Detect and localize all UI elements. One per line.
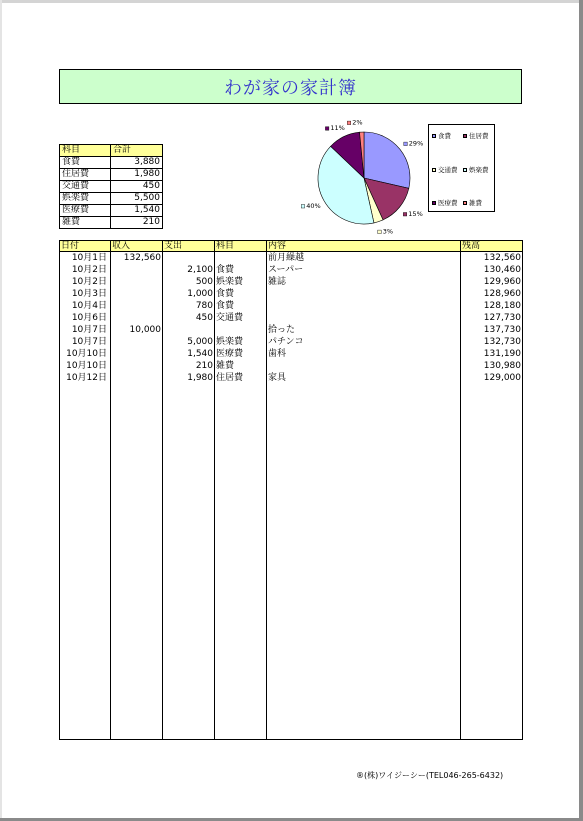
summary-row [60,169,163,181]
ledger-date: 10月2日 [71,277,107,287]
ledger-income: 10,000 [129,325,161,335]
summary-total: 5,500 [111,193,163,205]
ledger-row [60,300,522,312]
svg-text:11%: 11% [330,124,345,133]
ledger-balance: 128,180 [483,301,521,311]
legend-item [463,165,489,174]
ledger-header-row [60,241,522,252]
summary-total: 1,980 [111,169,163,181]
ledger-header-income: 収入 [112,241,131,251]
ledger-date: 10月3日 [71,289,107,299]
ledger-row [60,312,522,324]
ledger-date: 10月1日 [71,253,107,263]
summary-header-category: 科目 [60,145,111,157]
pie-percent-label [301,202,320,210]
ledger-row [60,276,522,288]
pie-percent-label [325,124,344,132]
summary-category: 住居費 [60,169,111,181]
legend-label: 医療費 [438,199,458,207]
ledger-description: 拾った [268,325,296,335]
summary-row [60,193,163,205]
summary-row [60,205,163,217]
svg-text:3%: 3% [382,227,394,236]
ledger-category: 住居費 [216,373,244,383]
legend-item [432,198,458,207]
ledger-description: 前月繰越 [268,253,305,263]
pie-percent-label [403,210,422,218]
svg-text:2%: 2% [352,118,363,127]
ledger-expense: 2,100 [187,265,213,275]
summary-row [60,181,163,193]
ledger-description: 雑誌 [268,277,287,287]
ledger-description: パチンコ [268,337,304,347]
svg-text:40%: 40% [306,202,321,210]
page-border-top [0,0,580,3]
ledger-description: 家具 [268,373,287,383]
ledger-date: 10月4日 [71,301,107,311]
legend-swatch [463,134,467,138]
ledger-category: 医療費 [216,349,244,359]
ledger-date: 10月10日 [66,361,107,371]
ledger-balance: 129,000 [483,373,521,383]
page-border-left [0,0,2,821]
ledger-balance: 137,730 [483,325,521,335]
ledger-expense: 1,540 [187,349,213,359]
legend-item [463,131,489,140]
ledger-category: 交通費 [216,313,244,323]
legend-label: 住居費 [469,132,489,140]
summary-category: 医療費 [60,205,111,217]
ledger-balance: 130,980 [483,361,521,371]
summary-total: 210 [111,217,163,229]
ledger-balance: 128,960 [483,289,521,299]
ledger-description: スーパー [268,265,304,275]
legend-swatch [432,201,436,205]
ledger-description: 歯科 [268,349,287,359]
ledger-expense: 450 [195,313,213,323]
legend-label: 雑費 [469,199,482,207]
legend-item [432,165,458,174]
ledger-header-description: 内容 [268,241,287,251]
ledger-balance: 132,560 [483,253,521,263]
summary-total: 1,540 [111,205,163,217]
ledger-date: 10月6日 [71,313,107,323]
ledger-category: 雑費 [216,361,235,371]
legend-swatch [432,134,436,138]
ledger-expense: 5,000 [187,337,213,347]
ledger-category: 食費 [216,301,235,311]
ledger-balance: 130,460 [483,265,521,275]
summary-category: 娯楽費 [60,193,111,205]
summary-total: 450 [111,181,163,193]
legend-swatch [463,168,467,172]
legend-label: 交通費 [438,166,458,174]
legend-label: 娯楽費 [469,166,489,174]
summary-category: 雑費 [60,217,111,229]
ledger-category: 食費 [216,289,235,299]
ledger-table [59,240,523,740]
chart-legend [428,124,495,212]
ledger-date: 10月2日 [71,265,107,275]
legend-item [463,198,482,207]
legend-swatch [432,168,436,172]
ledger-category: 娯楽費 [216,337,244,347]
ledger-header-expense: 支出 [164,241,183,251]
summary-total: 3,880 [111,157,163,169]
ledger-income: 132,560 [123,253,161,263]
ledger-date: 10月10日 [66,349,107,359]
summary-row [60,217,163,229]
ledger-balance: 131,190 [483,349,521,359]
pie-percent-label [378,228,393,236]
pie-percent-label [347,119,362,127]
ledger-balance: 127,730 [483,313,521,323]
expense-pie-chart [298,118,426,236]
summary-row [60,157,163,169]
page-title-text: わが家の家計簿 [224,77,357,99]
ledger-row [60,288,522,300]
ledger-expense: 500 [195,277,213,287]
ledger-date: 10月7日 [71,337,107,347]
ledger-category: 食費 [216,265,235,275]
copyright-footer: ®(株)ワイジーシー(TEL046-265-6432) [356,771,504,780]
ledger-expense: 780 [195,301,213,311]
summary-category: 食費 [60,157,111,169]
ledger-row [60,348,522,360]
ledger-row [60,372,522,384]
page-title [59,69,522,104]
svg-text:29%: 29% [408,139,424,148]
ledger-header-date: 日付 [61,241,80,251]
ledger-expense: 1,980 [187,373,213,383]
page-border-right [579,0,583,821]
ledger-header-balance: 残高 [462,241,481,251]
svg-text:15%: 15% [408,210,423,218]
summary-category: 交通費 [60,181,111,193]
ledger-row [60,252,522,264]
summary-header-row [60,145,163,157]
legend-label: 食費 [438,132,451,140]
ledger-row [60,324,522,336]
ledger-balance: 132,730 [483,337,521,347]
legend-swatch [463,201,467,205]
ledger-expense: 1,000 [187,289,213,299]
ledger-balance: 129,960 [483,277,521,287]
ledger-category: 娯楽費 [216,277,244,287]
legend-item [432,131,451,140]
ledger-row [60,336,522,348]
ledger-header-category: 科目 [216,241,235,251]
ledger-date: 10月7日 [71,325,107,335]
ledger-date: 10月12日 [66,373,107,383]
pie-percent-label [404,140,423,148]
summary-table [59,144,163,229]
ledger-expense: 210 [195,361,213,371]
summary-header-total: 合計 [111,145,163,157]
ledger-row [60,360,522,372]
ledger-row [60,264,522,276]
